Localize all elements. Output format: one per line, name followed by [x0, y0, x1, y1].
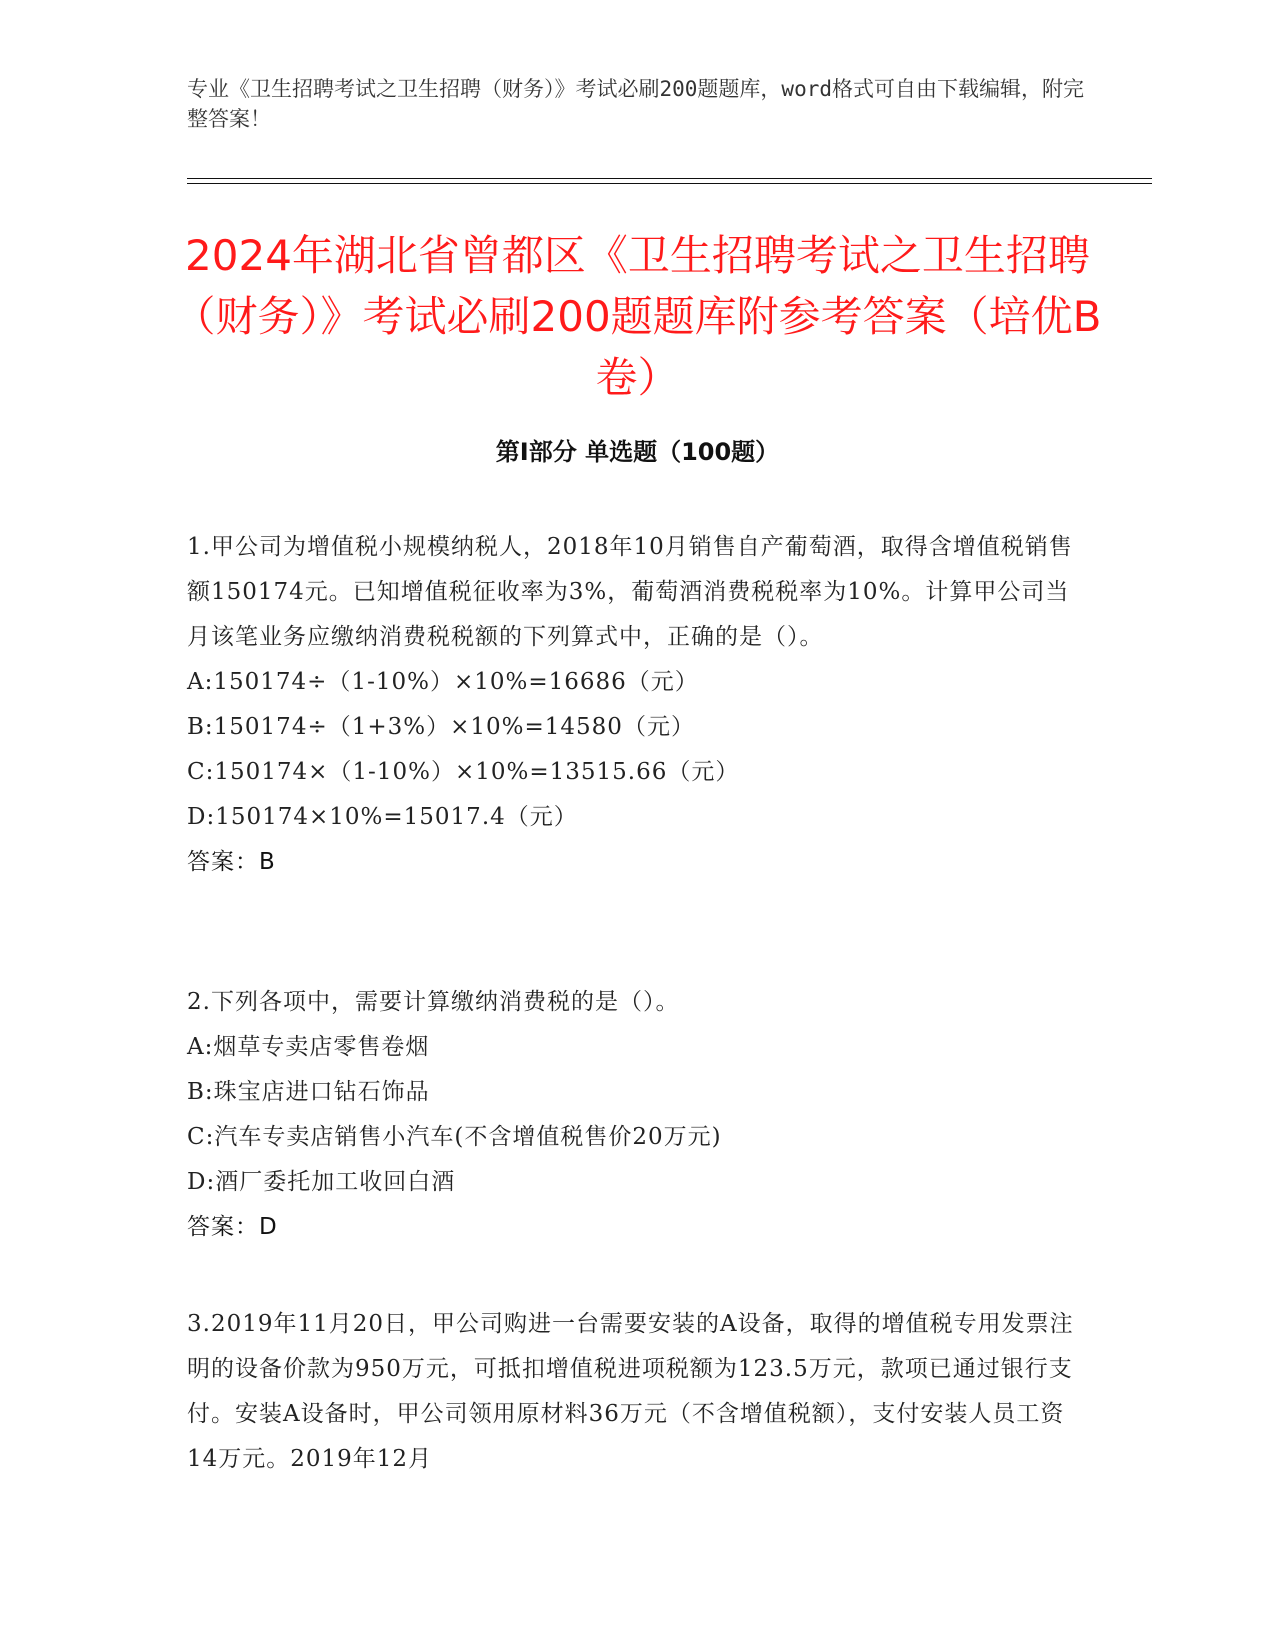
- option-a: A:烟草专卖店零售卷烟: [187, 1034, 430, 1060]
- question-stem: 2.下列各项中，需要计算缴纳消费税的是（）。: [187, 989, 680, 1015]
- answer-line: 答案：B: [187, 849, 276, 875]
- question-2: [187, 980, 1087, 1250]
- question-stem: 1.甲公司为增值税小规模纳税人，2018年10月销售自产葡萄酒，取得含增值税销售额150174元。已知增值税征收率为3%，葡萄酒消费税税率为10%。计算甲公司当月该笔业务应缴纳消费税税额的下列算式中，正确的是（）。: [187, 534, 1073, 650]
- header-divider-bottom: [187, 183, 1152, 184]
- question-stem: 3.2019年11月20日，甲公司购进一台需要安装的A设备，取得的增值税专用发票注明的设备价款为950万元，可抵扣增值税进项税额为123.5万元，款项已通过银行支付。安装A设备时，甲公司领用原材料36万元（不含增值税额），支付安装人员工资14万元。2019年12月: [187, 1311, 1074, 1472]
- option-d: D:酒厂委托加工收回白酒: [187, 1169, 456, 1195]
- option-d: D:150174×10%=15017.4（元）: [187, 804, 578, 830]
- answer-line: 答案：D: [187, 1214, 278, 1240]
- section-title: 第I部分 单选题（100题）: [495, 438, 780, 466]
- question-3: [187, 1302, 1087, 1482]
- header-divider-top: [187, 178, 1152, 179]
- option-a: A:150174÷（1-10%）×10%=16686（元）: [187, 669, 699, 695]
- document-title: 2024年湖北省曾都区《卫生招聘考试之卫生招聘（财务）》考试必刷200题题库附参考答案（培优B卷）: [173, 231, 1102, 402]
- header-note: 专业《卫生招聘考试之卫生招聘（财务）》考试必刷200题题库，word格式可自由下载编辑，附完整答案！: [187, 77, 1084, 131]
- question-1: [187, 525, 1087, 885]
- option-b: B:150174÷（1+3%）×10%=14580（元）: [187, 714, 695, 740]
- option-c: C:汽车专卖店销售小汽车(不含增值税售价20万元): [187, 1124, 722, 1150]
- option-c: C:150174×（1-10%）×10%=13515.66（元）: [187, 759, 740, 785]
- option-b: B:珠宝店进口钻石饰品: [187, 1079, 430, 1105]
